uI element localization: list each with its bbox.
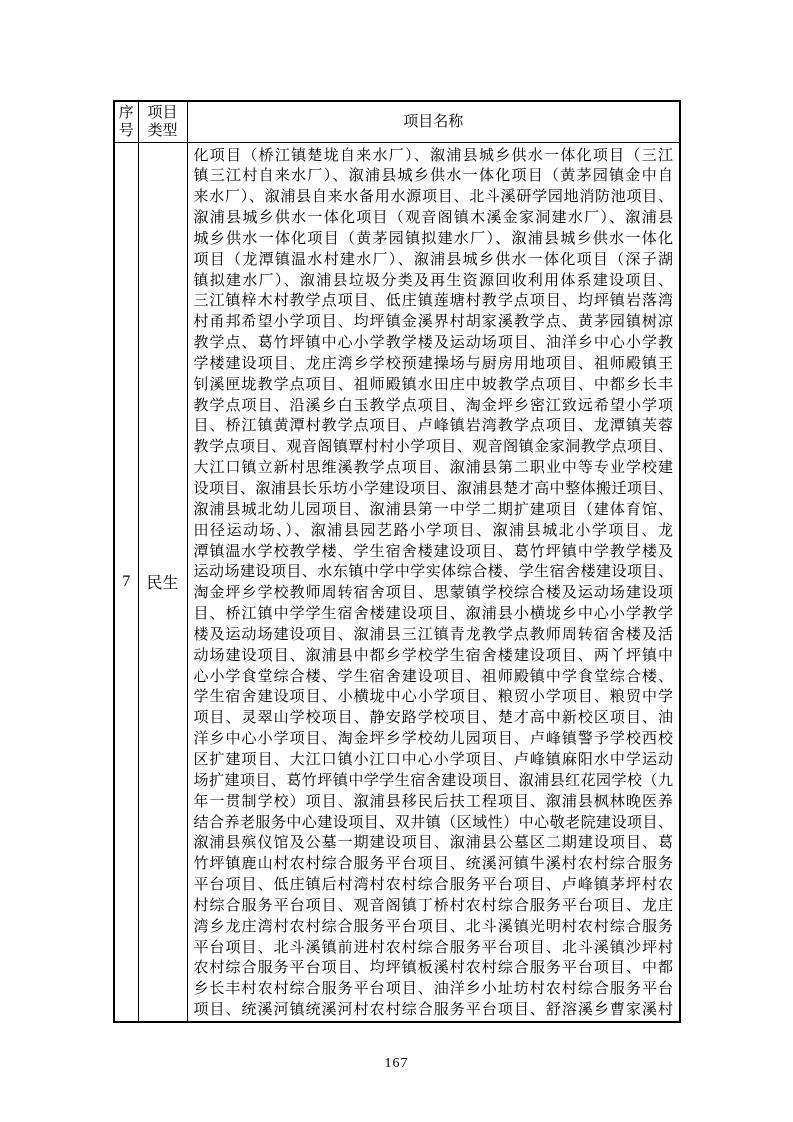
project-name-line: 城乡供水一体化项目（黄茅园镇拟建水厂）、溆浦县城乡供水一体化 xyxy=(193,230,673,247)
header-serial-number-label: 序号 xyxy=(118,104,134,139)
header-project-type xyxy=(138,101,187,142)
project-name-line: 学生宿舍建设项目、小横垅中心小学项目、粮贸小学项目、粮贸中学 xyxy=(193,689,673,706)
project-name-line: 潭镇温水学校教学楼、学生宿舍楼建设项目、葛竹坪镇中学教学楼及 xyxy=(193,543,673,560)
project-name-line: 竹坪镇鹿山村农村综合服务平台项目、统溪河镇牛溪村农村综合服务 xyxy=(193,856,673,873)
project-name-line: 农村综合服务平台项目、均坪镇板溪村农村综合服务平台项目、中都 xyxy=(193,960,673,977)
project-name-line: 三江镇梓木村教学点项目、低庄镇莲塘村教学点项目、均坪镇岩落湾 xyxy=(193,293,673,310)
project-name-line: 化项目（桥江镇楚垅自来水厂）、溆浦县城乡供水一体化项目（三江 xyxy=(193,147,673,164)
project-name-line: 教学点、葛竹坪镇中心小学教学楼及运动场项目、油洋乡中心小学教 xyxy=(193,335,673,352)
project-name-line: 大江口镇立新村思维溪教学点项目、溆浦县第二职业中等专业学校建 xyxy=(193,460,673,477)
project-name-line: 目、桥江镇黄潭村教学点项目、卢峰镇岩湾教学点项目、龙潭镇芙蓉 xyxy=(193,418,673,435)
project-name-line: 项目（龙潭镇温水村建水厂）、溆浦县城乡供水一体化项目（深子湖 xyxy=(193,251,673,268)
project-name-line: 湾乡龙庄湾村农村综合服务平台项目、北斗溪镇光明村农村综合服务 xyxy=(193,918,673,935)
project-name-line: 田径运动场、）、溆浦县园艺路小学项目、溆浦县城北小学项目、龙 xyxy=(193,522,673,539)
project-name-line: 溆浦县殡仪馆及公墓一期建设项目、溆浦县公墓区二期建设项目、葛 xyxy=(193,835,673,852)
project-name-line: 溆浦县城乡供水一体化项目（观音阁镇木溪金家洞建水厂）、溆浦县 xyxy=(193,210,673,227)
projects-table xyxy=(113,100,681,1023)
project-name-line: 楼及运动场建设项目、溆浦县三江镇青龙教学点教师周转宿舍楼及活 xyxy=(193,626,673,643)
page-number: 167 xyxy=(384,1056,409,1071)
header-project-type-label: 项目类型 xyxy=(147,104,178,139)
project-name-line: 镇拟建水厂）、溆浦县垃圾分类及再生资源回收利用体系建设项目、 xyxy=(193,272,673,289)
table-row xyxy=(114,142,680,1022)
project-name-line: 目、桥江镇中学学生宿舍楼建设项目、溆浦县小横垅乡中心小学教学 xyxy=(193,606,673,623)
project-name-line: 村综合服务平台项目、观音阁镇丁桥村农村综合服务平台项目、龙庄 xyxy=(193,897,673,914)
project-name-line: 教学点项目、观音阁镇覃村村小学项目、观音阁镇金家洞教学点项目、 xyxy=(193,439,673,456)
project-name-text xyxy=(188,143,680,1021)
project-name-line: 平台项目、低庄镇后村湾村农村综合服务平台项目、卢峰镇茅坪村农 xyxy=(193,877,673,894)
project-name-line: 设项目、溆浦县长乐坊小学建设项目、溆浦县楚才高中整体搬迁项目、 xyxy=(193,481,673,497)
project-name-line: 溆浦县城北幼儿园项目、溆浦县第一中学二期扩建项目（建体育馆、 xyxy=(193,501,673,518)
project-name-line: 淘金坪乡学校教师周转宿舍项目、思蒙镇学校综合楼及运动场建设项 xyxy=(193,585,673,602)
cell-serial-number: 7 xyxy=(114,142,138,1022)
cell-project-name xyxy=(187,142,680,1022)
header-serial-number xyxy=(114,101,138,142)
header-project-name-label: 项目名称 xyxy=(403,113,464,130)
project-name-line: 洋乡中心小学项目、淘金坪乡学校幼儿园项目、卢峰镇警予学校西校 xyxy=(193,731,673,748)
project-name-line: 项目、统溪河镇统溪河村农村综合服务平台项目、舒溶溪乡曹家溪村 xyxy=(193,1002,673,1019)
project-name-line: 心小学食堂综合楼、学生宿舍建设项目、祖师殿镇中学食堂综合楼、 xyxy=(193,668,673,685)
project-name-line: 运动场建设项目、水东镇中学中学实体综合楼、学生宿舍楼建设项目、 xyxy=(193,564,673,581)
project-name-line: 动场建设项目、溆浦县中都乡学校学生宿舍楼建设项目、两丫坪镇中 xyxy=(193,647,673,664)
project-name-line: 村甬邦希望小学项目、均坪镇金溪界村胡家溪教学点、黄茅园镇树凉 xyxy=(193,314,673,331)
project-name-line: 学楼建设项目、龙庄湾乡学校预建操场与厨房用地项目、祖师殿镇王 xyxy=(193,355,673,372)
project-name-line: 来水厂）、溆浦县自来水备用水源项目、北斗溪研学园地消防池项目、 xyxy=(193,189,673,206)
project-name-line: 平台项目、北斗溪镇前进村农村综合服务平台项目、北斗溪镇沙坪村 xyxy=(193,939,673,956)
header-project-name xyxy=(187,101,680,142)
project-name-line: 钊溪匣垅教学点项目、祖师殿镇水田庄中坡教学点项目、中都乡长丰 xyxy=(193,376,673,393)
project-name-line: 教学点项目、沿溪乡白玉教学点项目、淘金坪乡密江致远希望小学项 xyxy=(193,397,673,414)
project-name-line: 场扩建项目、葛竹坪镇中学学生宿舍建设项目、溆浦县红花园学校（九 xyxy=(193,772,673,789)
project-name-line: 结合养老服务中心建设项目、双井镇（区域性）中心敬老院建设项目、 xyxy=(193,814,673,831)
project-name-line: 乡长丰村农村综合服务平台项目、油洋乡小址坊村农村综合服务平台 xyxy=(193,981,673,998)
project-name-line: 年一贯制学校）项目、溆浦县移民后扶工程项目、溆浦县枫林晚医养 xyxy=(193,793,673,810)
cell-project-type: 民生 xyxy=(138,142,187,1022)
project-name-line: 镇三江村自来水厂）、溆浦县城乡供水一体化项目（黄茅园镇金中自 xyxy=(193,168,673,185)
project-name-line: 项目、灵翠山学校项目、静安路学校项目、楚才高中新校区项目、油 xyxy=(193,710,673,727)
project-name-line: 区扩建项目、大江口镇小江口中心小学项目、卢峰镇麻阳水中学运动 xyxy=(193,751,673,768)
table-header-row xyxy=(114,101,680,142)
